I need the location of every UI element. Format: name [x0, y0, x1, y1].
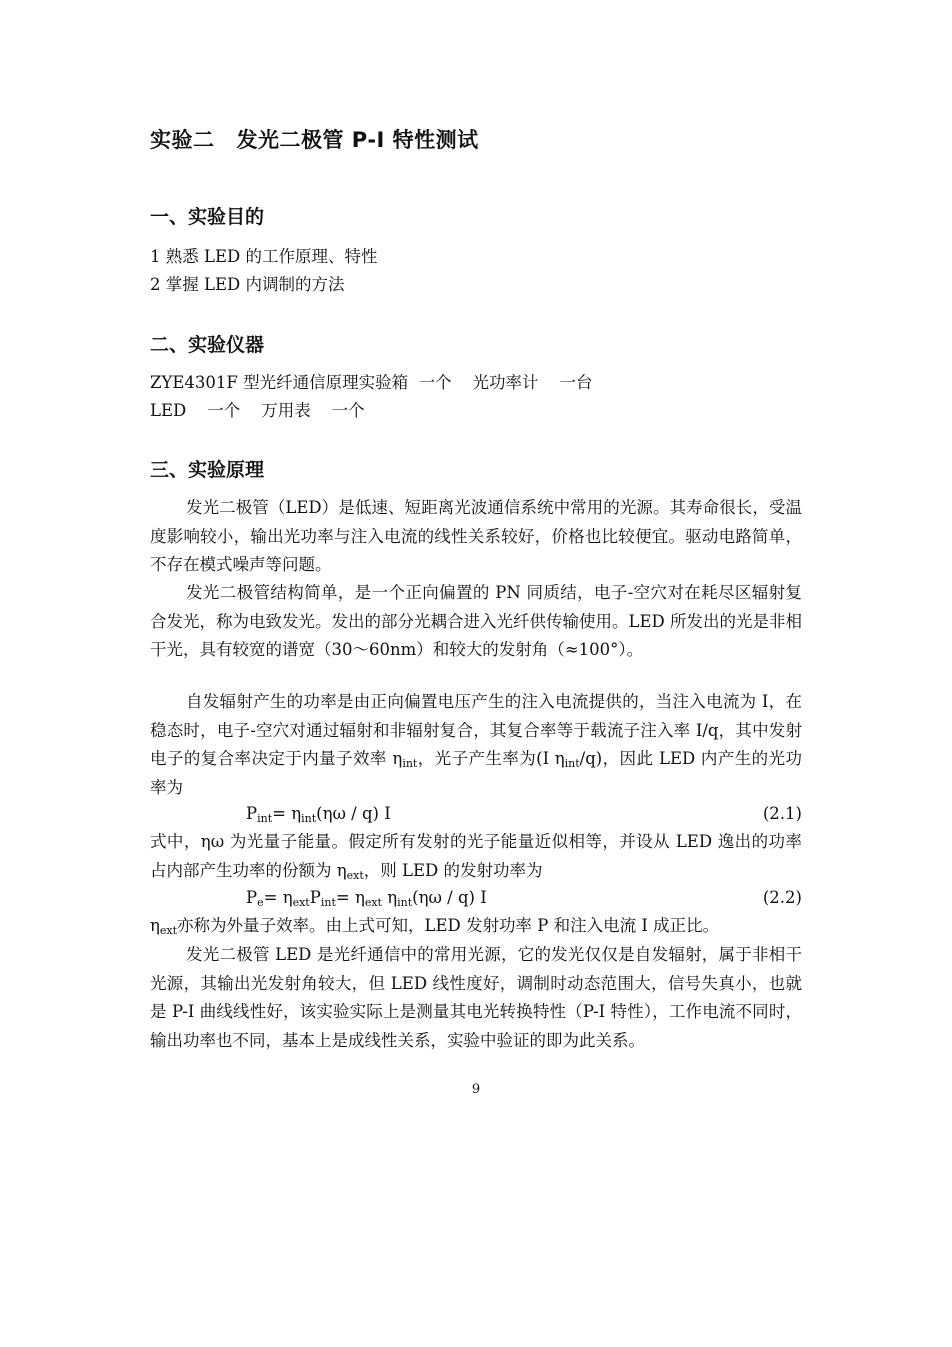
purpose-item-2: 2 掌握 LED 内调制的方法 [150, 275, 345, 294]
experiment-title [150, 124, 479, 154]
equation-2-1-number: (2.1) [762, 804, 802, 823]
principle-paragraph-6: 发光二极管 LED 是光纤通信中的常用光源，它的发光仅仅是自发辐射，属于非相干光源，其输出光发射角较大，但 LED 线性度好，调制时动态范围大，信号失真小，也就是 P-I 曲线线性好，该实验实际上是测量其电光转换特性（P-I 特性），工作电流不同时，输出功率也不同，基本上是成线性关系，实验中验证的即为此关系。 [150, 945, 802, 1050]
equation-2-2 [150, 884, 802, 912]
title-rest: 发光二极管 P-I 特性测试 [236, 128, 479, 152]
title-main: 实验二 [150, 128, 215, 152]
heading-instruments: 二、实验仪器 [150, 334, 265, 356]
principle-paragraph-1: 发光二极管（LED）是低速、短距离光波通信系统中常用的光源。其寿命很长，受温度影响较小，输出光功率与注入电流的线性关系较好，价格也比较便宜。驱动电路简单，不存在模式噪声等问题。 [150, 498, 802, 574]
purpose-item-1: 1 熟悉 LED 的工作原理、特性 [150, 247, 378, 266]
principle-paragraph-5: $\eta_{ext}$亦称为外量子效率。由上式可知，LED 发射功率 P 和注入电流 I 成正比。 [150, 916, 720, 937]
page-number: 9 [471, 1082, 481, 1097]
equation-2-2-number: (2.2) [762, 888, 802, 907]
principle-paragraph-3: 自发辐射产生的功率是由正向偏置电压产生的注入电流提供的，当注入电流为 I，在稳态时，电子-空穴对通过辐射和非辐射复合，其复合率等于载流子注入率 I/q，其中发射电子的复合率决定于内量子效率 $\eta_{int}$，光子产生率为(I $\eta_{int}/q$)，因此 LED 内产生的光功率为 [150, 692, 802, 797]
instruments-line-1: ZYE4301F 型光纤通信原理实验箱 一个 光功率计 一台 [150, 373, 593, 392]
equation-2-1 [150, 800, 802, 828]
principle-paragraph-4: 式中，ηω 为光量子能量。假定所有发射的光子能量近似相等，并设从 LED 逸出的功率占内部产生功率的份额为 $\eta_{ext}$，则 LED 的发射功率为 [150, 832, 802, 882]
equation-2-2-expression: $P_e= \eta_{ext}P_{int}= \eta_{ext}$ $\eta_{int}(\eta\omega / q)$ I [246, 888, 487, 909]
heading-principle: 三、实验原理 [150, 459, 265, 481]
principle-paragraph-2: 发光二极管结构简单，是一个正向偏置的 PN 同质结，电子-空穴对在耗尽区辐射复合发光，称为电致发光。发出的部分光耦合进入光纤供传输使用。LED 所发出的光是非相干光，具有较宽的谱宽（30～60nm）和较大的发射角（≈100°）。 [150, 583, 802, 659]
heading-purpose: 一、实验目的 [150, 206, 265, 228]
instruments-line-2: LED 一个 万用表 一个 [150, 401, 365, 420]
equation-2-1-expression: $P_{int}= \eta_{int}(\eta\omega / q)$ I [246, 804, 391, 825]
